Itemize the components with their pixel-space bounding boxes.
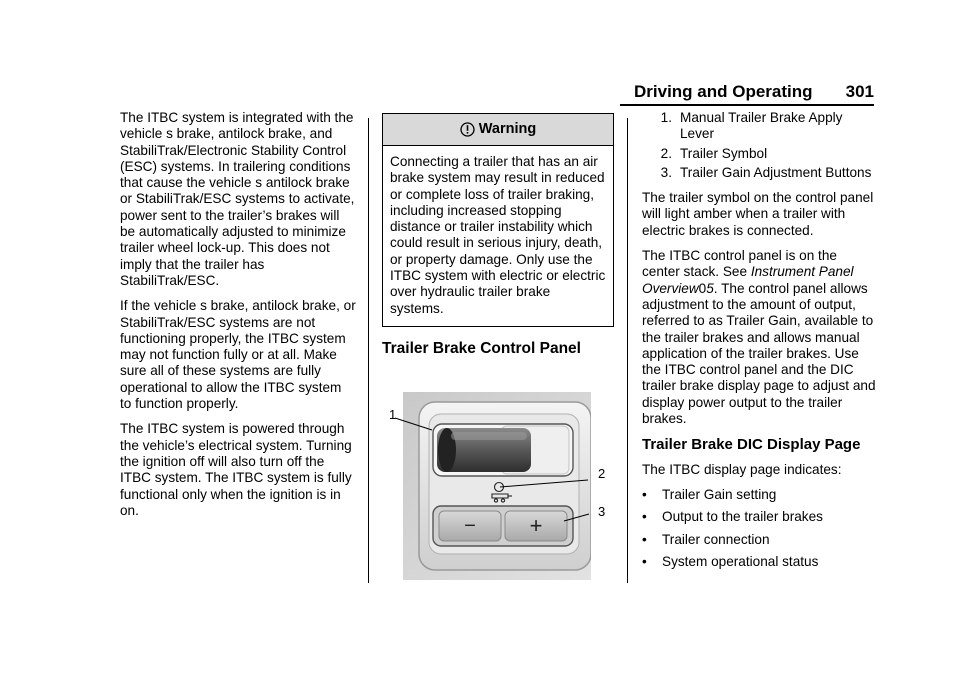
paragraph: The ITBC display page indicates: [642, 461, 842, 477]
cross-reference-link[interactable]: Instrument Panel Overview [642, 264, 854, 296]
bullet-icon: • [642, 509, 647, 525]
paragraph: The ITBC system is integrated with the vehicle s brake, antilock brake, and StabiliTrak/Electronic Stability Control (ESC) systems. In trailering conditions that cause the vehicle s antilock brake or StabiliTrak/ESC systems to activate, power sent to the trailer’s brakes will be automatically adjusted to minimize trailer wheel lock-up. This does not imply that the trailer has StabiliTrak/ESC. [120, 110, 355, 288]
column-2 [382, 113, 614, 357]
warning-box [382, 113, 614, 327]
column-1 [120, 110, 356, 528]
section-heading: Trailer Brake DIC Display Page [642, 436, 861, 454]
callout-3: 3 [598, 504, 606, 519]
page-ref-arrow-icon: 0 [698, 280, 707, 296]
list-item: • Trailer Gain setting [642, 486, 777, 502]
paragraph: If the vehicle s brake, antilock brake, or StabiliTrak/ESC systems are not functioning properly, the ITBC system may not function fully or at all. Make sure all of these systems are fully operational to allow the ITBC system to function properly. [120, 298, 356, 412]
section-title: Driving and Operating [634, 82, 813, 101]
callout-lines [376, 392, 616, 582]
warning-text: Connecting a trailer that has an air brake system may result in reduced or complete loss of trailer braking, including increased stopping distance or trailer instability which could result in serious injury, death, or property damage. Only use the ITBC system with electric or electric over hydraulic trailer brake systems. [390, 154, 606, 316]
gain-plus-label: + [529, 513, 543, 538]
callout-1: 1 [389, 407, 397, 422]
warning-icon [460, 122, 475, 137]
bullet-icon: • [642, 486, 647, 502]
paragraph: The ITBC system is powered through the vehicle’s electrical system. Turning the ignition off will also turn off the ITBC system. The ITBC system is fully functional only when the ignition is in on. [120, 421, 352, 518]
column-3 [642, 110, 878, 576]
paragraph: The ITBC control panel is on the center stack. See Instrument Panel Overview05. The control panel allows adjustment to the amount of output, referred to as Trailer Gain, available to the trailer brakes and allows manual application of the trailer brakes. Use the ITBC control panel and the DIC trailer brake display page to adjust and display power output to the trailer brakes. [642, 248, 876, 427]
page-number: 301 [845, 82, 874, 101]
list-item: 3. Trailer Gain Adjustment Buttons [660, 164, 872, 180]
gain-minus-label: − [464, 515, 476, 537]
warning-header [383, 114, 613, 146]
paragraph: The trailer symbol on the control panel will light amber when a trailer with electric brakes is connected. [642, 190, 874, 238]
section-heading: Trailer Brake Control Panel [382, 339, 581, 357]
figure-legend [642, 110, 878, 181]
bullet-icon: • [642, 553, 647, 569]
list-item: • System operational status [642, 553, 819, 569]
list-item: 2. Trailer Symbol [660, 145, 768, 161]
list-item: • Output to the trailer brakes [642, 509, 823, 525]
bullet-icon: • [642, 531, 647, 547]
control-panel-figure [376, 392, 616, 582]
bullet-list [642, 487, 878, 570]
header-rule [620, 104, 874, 106]
list-item: • Trailer connection [642, 531, 770, 547]
callout-2: 2 [598, 466, 606, 481]
warning-title: Warning [478, 121, 537, 138]
list-item: 1. Manual Trailer Brake Apply Lever [660, 110, 843, 142]
cross-reference-page[interactable]: 5 [706, 280, 714, 296]
column-divider [627, 118, 628, 583]
column-divider [368, 118, 369, 583]
